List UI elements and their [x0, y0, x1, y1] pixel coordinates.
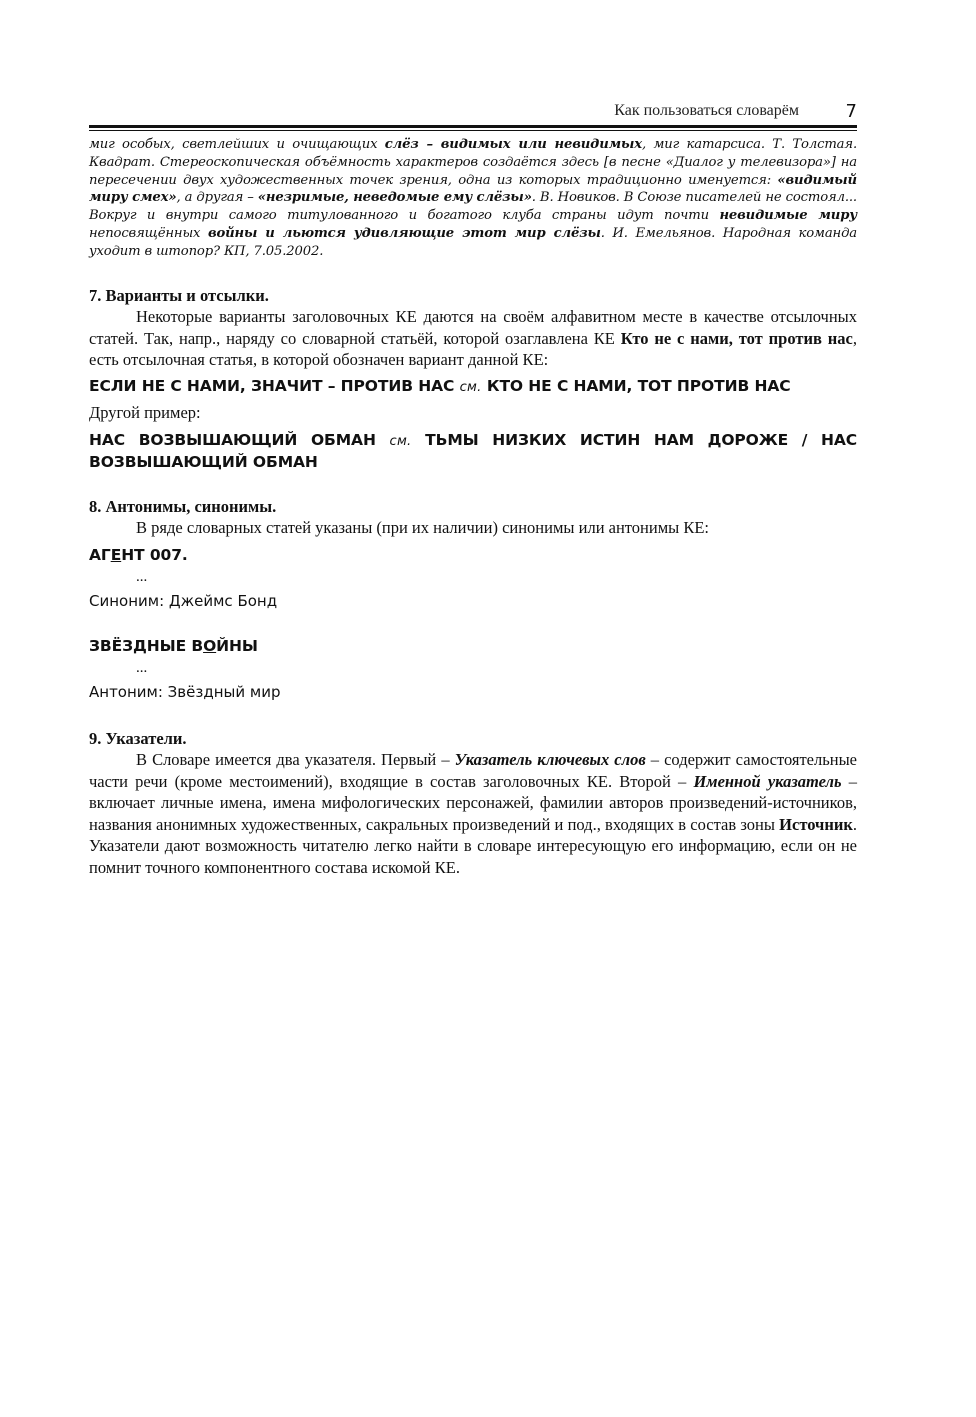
- section-8-heading: 8. Антонимы, синонимы.: [89, 497, 277, 516]
- section-8-paragraph: В ряде словарных статей указаны (при их наличии) синонимы или антонимы КЕ:: [136, 518, 710, 537]
- dictionary-entry-variant: ЕСЛИ НЕ С НАМИ, ЗНАЧИТ – ПРОТИВ НАС см. КТО НЕ С НАМИ, ТОТ ПРОТИВ НАС: [89, 377, 791, 395]
- section-7-paragraph: Некоторые варианты заголовочных КЕ даются на своём алфавитном месте в качестве отсылочных статей. Так, напр., наряду со словарной статьёй, которой озаглавлена КЕ Кто не с нами, тот против нас, есть отсылочная статья, в которой обозначен вариант данной КЕ:: [89, 307, 857, 369]
- stress-mark: О: [203, 637, 217, 655]
- running-title: Как пользоваться словарём: [614, 102, 799, 119]
- section-9-heading: 9. Указатели.: [89, 729, 187, 748]
- dictionary-entry-star-wars: ЗВЁЗДНЫЕ ВОЙНЫ: [89, 637, 258, 655]
- antonym-line: Антоним: Звёздный мир: [89, 683, 281, 701]
- synonym-line: Синоним: Джеймс Бонд: [89, 592, 278, 610]
- page-number: 7: [845, 101, 857, 122]
- quotation-block: миг особых, светлейших и очищающих слёз – видимых или невидимых, миг катарсиса. Т. Толстая. Квадрат. Стереоскопическая объёмность характеров создаётся здесь [в песне «Диалог у телевизора»] на пересечении двух художественных точек зрения, одна из которых традиционно именуется: «видимый миру смех», а другая – «незримые, неведомые ему слёзы». В. Новиков. В Союзе писателей не состоял... Вокруг и внутри самого титулованного и богатого клуба страны идут почти невидимые миру непосвящённых войны и льются удивляющие этот мир слёзы. И. Емельянов. Народная команда уходит в штопор? КП, 7.05.2002.: [89, 137, 858, 259]
- dictionary-entry-agent: АГЕНТ 007.: [89, 546, 188, 564]
- other-example-label: Другой пример:: [89, 403, 201, 422]
- ellipsis: ...: [136, 569, 148, 585]
- section-9-paragraph: В Словаре имеется два указателя. Первый – Указатель ключевых слов – содержит самостоятельные части речи (кроме местоимений), входящие в состав заголовочных КЕ. Второй – Именной указатель – включает личные имена, имена мифологических персонажей, фамилии авторов произведений-источников, названия анонимных художественных, сакральных произведений и под., входящих в состав зоны Источник. Указатели дают возможность читателю легко найти в словаре интересующую его информацию, если он не помнит точного компонентного состава искомой КЕ.: [89, 750, 858, 877]
- section-7-heading: 7. Варианты и отсылки.: [89, 286, 269, 305]
- header-rule-thick: [89, 125, 857, 128]
- header-rule-thin: [89, 130, 857, 131]
- stress-mark: Е: [110, 546, 122, 564]
- see-reference: см.: [459, 380, 482, 395]
- dictionary-entry-example: НАС ВОЗВЫШАЮЩИЙ ОБМАН см. ТЬМЫ НИЗКИХ ИСТИН НАМ ДОРОЖЕ / НАС ВОЗВЫШАЮЩИЙ ОБМАН: [89, 431, 858, 471]
- running-head: [89, 102, 857, 124]
- see-reference: см.: [389, 434, 412, 449]
- ellipsis: ...: [136, 660, 148, 676]
